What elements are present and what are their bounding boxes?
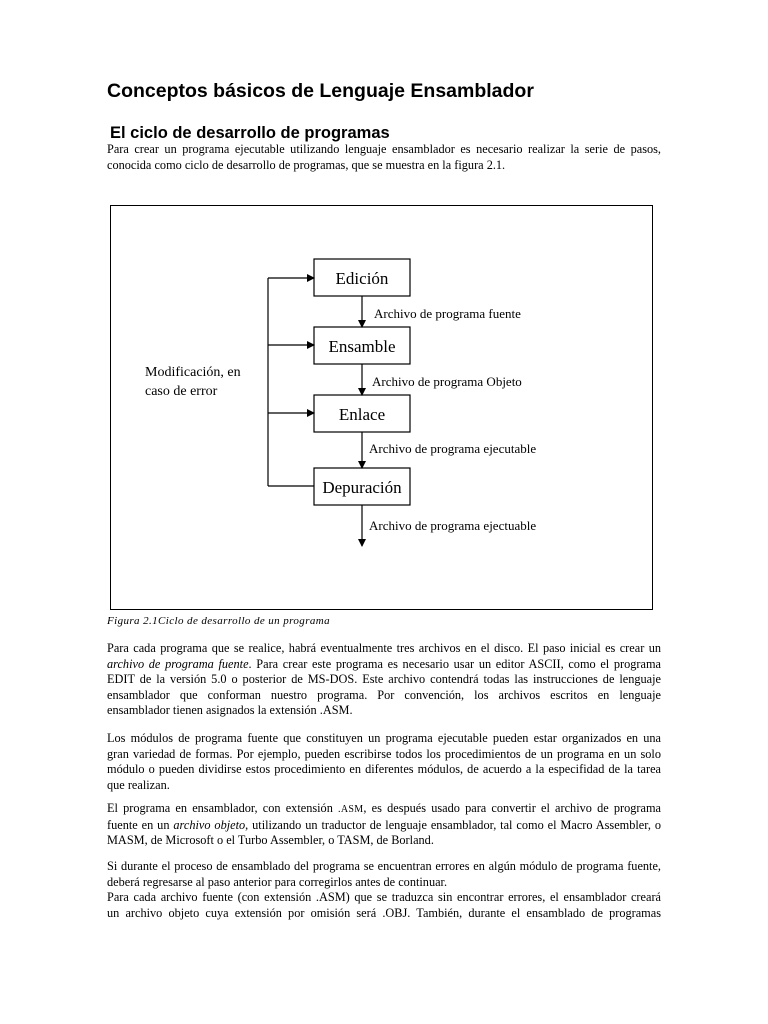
p4-line-3: Para cada archivo fuente (con extensión .ASM) que se traduzca sin encontrar errores, el ensamblador creará: [107, 890, 661, 905]
paragraph-4: [107, 859, 661, 921]
step-label-enlace: Enlace: [338, 405, 386, 424]
p1-emphasis-fuente: archivo de programa fuente: [107, 656, 249, 671]
p1-line-4: ensamblador que conforman nuestro programa. Por convención, los archivos escritos en lenguaje: [107, 687, 661, 702]
arrow-label-ejecutable: Archivo de programa ejecutable: [369, 441, 537, 456]
figure-caption: Figura 2.1Ciclo de desarrollo de un programa: [107, 615, 331, 627]
p3-extension-asm: .ASM: [338, 804, 364, 815]
p3-emphasis-objeto: archivo objeto: [173, 817, 246, 832]
intro-paragraph: [107, 142, 661, 173]
arrow-label-ejectuable: Archivo de programa ejectuable: [369, 518, 537, 533]
p3-line-2: [107, 818, 661, 834]
paragraph-2: [107, 731, 661, 793]
intro-line-1: Para crear un programa ejecutable utilizando lenguaje ensamblador es necesario realizar la serie de pasos,: [107, 142, 661, 156]
p4-line-2: deberá regresarse al paso anterior para corregirlos antes de continuar.: [107, 874, 448, 889]
intro-line-2: conocida como ciclo de desarrollo de programas, que se muestra en la figura 2.1.: [107, 157, 506, 172]
p3-line-1-a: El programa en ensamblador, con extensión: [107, 801, 339, 815]
p1-line-2: [107, 657, 661, 673]
feedback-label-line-1: Modificación, en: [145, 365, 241, 380]
step-label-depuracion: Depuración: [322, 478, 402, 497]
arrow-label-objeto: Archivo de programa Objeto: [372, 374, 522, 389]
p1-line-2-rest: . Para crear este programa es necesario usar un editor ASCII, como el programa: [248, 656, 662, 671]
p3-line-2-b: , utilizando un traductor de lenguaje ensamblador, tal como el Macro Assembler, o: [245, 817, 661, 832]
development-cycle-figure: [110, 205, 653, 610]
development-cycle-diagram: [111, 206, 652, 609]
document-title: Conceptos básicos de Lenguaje Ensamblador: [107, 80, 534, 102]
p2-line-2: gran variedad de formas. Por ejemplo, pueden escribirse todos los procedimientos de un programa en un solo: [107, 746, 661, 761]
step-label-ensamble: Ensamble: [328, 337, 396, 356]
p3-line-1: [107, 801, 661, 818]
section-heading: El ciclo de desarrollo de programas: [110, 124, 390, 142]
p1-line-5: ensamblador tienen asignados la extensión .ASM.: [107, 703, 353, 718]
p2-line-1: Los módulos de programa fuente que constituyen un programa ejecutable pueden estar organizados en una: [107, 731, 661, 745]
step-label-edicion: Edición: [335, 269, 389, 288]
p4-line-1: Si durante el proceso de ensamblado del programa se encuentran errores en algún módulo de programa fuente,: [107, 859, 661, 873]
p1-line-3: EDIT de la versión 5.0 o posterior de MS-DOS. Este archivo contendrá todas las instrucciones de lenguaje: [107, 672, 661, 687]
p2-line-4: que realizan.: [107, 777, 170, 792]
p3-line-1-b: , es después usado para convertir el archivo de programa: [363, 801, 662, 815]
p4-line-4: un archivo objeto cuya extensión por omisión será .OBJ. También, durante el ensamblado de programas: [107, 905, 661, 920]
feedback-label-line-2: caso de error: [145, 384, 218, 399]
p2-line-3: módulo o pueden dividirse estos procedimiento en diferentes módulos, de acuerdo a la especifidad de la tarea: [107, 762, 661, 777]
p1-line-1: Para cada programa que se realice, habrá eventualmente tres archivos en el disco. El paso inicial es crear un: [107, 641, 661, 655]
p3-line-2-a: fuente en un: [107, 817, 174, 832]
paragraph-3: [107, 801, 661, 849]
p3-line-3: MASM, de Microsoft o el Turbo Assembler, o TASM, de Borland.: [107, 833, 434, 848]
arrow-label-fuente: Archivo de programa fuente: [374, 306, 521, 321]
paragraph-1: [107, 641, 661, 719]
